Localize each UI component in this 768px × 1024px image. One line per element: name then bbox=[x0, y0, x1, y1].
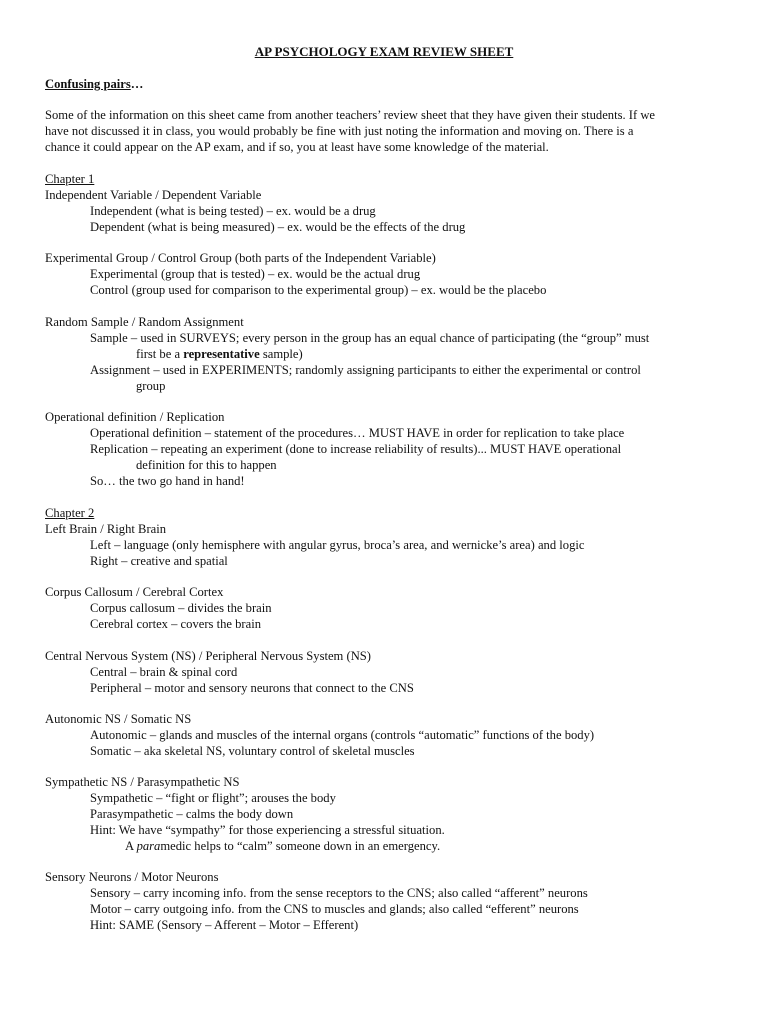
intro-line: have not discussed it in class, you would probably be fine with just noting the information and moving on. There is a bbox=[45, 123, 634, 138]
pair-block-groups bbox=[45, 251, 735, 299]
pair-item: Sensory – carry incoming info. from the sense receptors to the CNS; also called “afferent” neurons bbox=[90, 885, 588, 900]
pair-block-corpus bbox=[45, 585, 735, 633]
pair-item: Hint: SAME (Sensory – Afferent – Motor – Efferent) bbox=[90, 917, 359, 932]
pair-item: Operational definition – statement of the procedures… MUST HAVE in order for replication to take place bbox=[90, 425, 625, 440]
chapter-heading: Chapter 2 bbox=[45, 506, 95, 520]
pair-item: Cerebral cortex – covers the brain bbox=[90, 616, 261, 631]
subtitle-text: Confusing pairs bbox=[45, 77, 131, 91]
pair-heading: Left Brain / Right Brain bbox=[45, 521, 167, 536]
pair-item-continued bbox=[45, 839, 735, 855]
pair-item: Dependent (what is being measured) – ex. would be the effects of the drug bbox=[90, 219, 466, 234]
pair-heading: Autonomic NS / Somatic NS bbox=[45, 712, 192, 726]
intro-line: Some of the information on this sheet came from another teachers’ review sheet that they have given their students. If we bbox=[45, 108, 656, 122]
intro-paragraph bbox=[45, 108, 735, 156]
pair-item: Corpus callosum – divides the brain bbox=[90, 600, 272, 615]
pair-item: Peripheral – motor and sensory neurons that connect to the CNS bbox=[90, 680, 414, 695]
pair-item-continued bbox=[45, 347, 735, 363]
pair-item: Right – creative and spatial bbox=[90, 553, 228, 568]
text-run: A bbox=[125, 838, 137, 853]
pair-item-continued: group bbox=[136, 378, 166, 393]
chapter-2-block bbox=[45, 506, 735, 570]
pair-heading: Random Sample / Random Assignment bbox=[45, 315, 244, 329]
pair-block-random bbox=[45, 315, 735, 395]
text-run: sample) bbox=[259, 346, 303, 361]
pair-heading: Corpus Callosum / Cerebral Cortex bbox=[45, 585, 224, 599]
chapter-1-block bbox=[45, 172, 735, 236]
emphasis-text: para bbox=[136, 838, 161, 853]
text-run: medic helps to “calm” someone down in an emergency. bbox=[160, 838, 441, 853]
emphasis-text: representative bbox=[183, 346, 260, 361]
pair-item: Parasympathetic – calms the body down bbox=[90, 806, 294, 821]
chapter-heading: Chapter 1 bbox=[45, 172, 95, 186]
pair-item: Left – language (only hemisphere with angular gyrus, broca’s area, and wernicke’s area) and logic bbox=[90, 537, 585, 552]
intro-line: chance it could appear on the AP exam, and if so, you at least have some knowledge of the material. bbox=[45, 139, 549, 154]
pair-block-cns bbox=[45, 649, 735, 697]
pair-item: Independent (what is being tested) – ex. would be a drug bbox=[90, 203, 376, 218]
pair-item: Motor – carry outgoing info. from the CNS to muscles and glands; also called “efferent” neurons bbox=[90, 901, 579, 916]
pair-item: Central – brain & spinal cord bbox=[90, 664, 238, 679]
pair-heading: Operational definition / Replication bbox=[45, 410, 225, 424]
pair-block-sympathetic bbox=[45, 775, 735, 855]
pair-item: Control (group used for comparison to the experimental group) – ex. would be the placebo bbox=[90, 282, 547, 297]
subtitle-ellipsis: … bbox=[130, 77, 144, 91]
pair-block-autonomic bbox=[45, 712, 735, 760]
pair-item: Somatic – aka skeletal NS, voluntary control of skeletal muscles bbox=[90, 743, 415, 758]
pair-item: Hint: We have “sympathy” for those experiencing a stressful situation. bbox=[90, 822, 445, 837]
pair-item: Assignment – used in EXPERIMENTS; randomly assigning participants to either the experimental or control bbox=[90, 362, 641, 377]
pair-item: Replication – repeating an experiment (done to increase reliability of results)... MUST HAVE operational bbox=[90, 441, 622, 456]
pair-item: Experimental (group that is tested) – ex. would be the actual drug bbox=[90, 266, 421, 281]
pair-heading: Independent Variable / Dependent Variable bbox=[45, 187, 262, 202]
pair-item: Autonomic – glands and muscles of the internal organs (controls “automatic” functions of the body) bbox=[90, 727, 595, 742]
pair-item-continued: definition for this to happen bbox=[136, 457, 277, 472]
pair-item: Sympathetic – “fight or flight”; arouses the body bbox=[90, 790, 336, 805]
page-title: AP PSYCHOLOGY EXAM REVIEW SHEET bbox=[254, 44, 514, 59]
pair-block-neurons bbox=[45, 870, 735, 934]
pair-block-opdef bbox=[45, 410, 735, 490]
section-subtitle bbox=[45, 77, 143, 93]
pair-item: So… the two go hand in hand! bbox=[90, 473, 245, 488]
text-run: first be a bbox=[136, 346, 184, 361]
pair-heading: Sympathetic NS / Parasympathetic NS bbox=[45, 775, 240, 789]
pair-item: Sample – used in SURVEYS; every person in the group has an equal chance of participating (the “group” must bbox=[90, 330, 650, 345]
pair-heading: Sensory Neurons / Motor Neurons bbox=[45, 870, 219, 884]
pair-heading: Central Nervous System (NS) / Peripheral Nervous System (NS) bbox=[45, 649, 371, 663]
pair-heading: Experimental Group / Control Group (both parts of the Independent Variable) bbox=[45, 251, 436, 265]
